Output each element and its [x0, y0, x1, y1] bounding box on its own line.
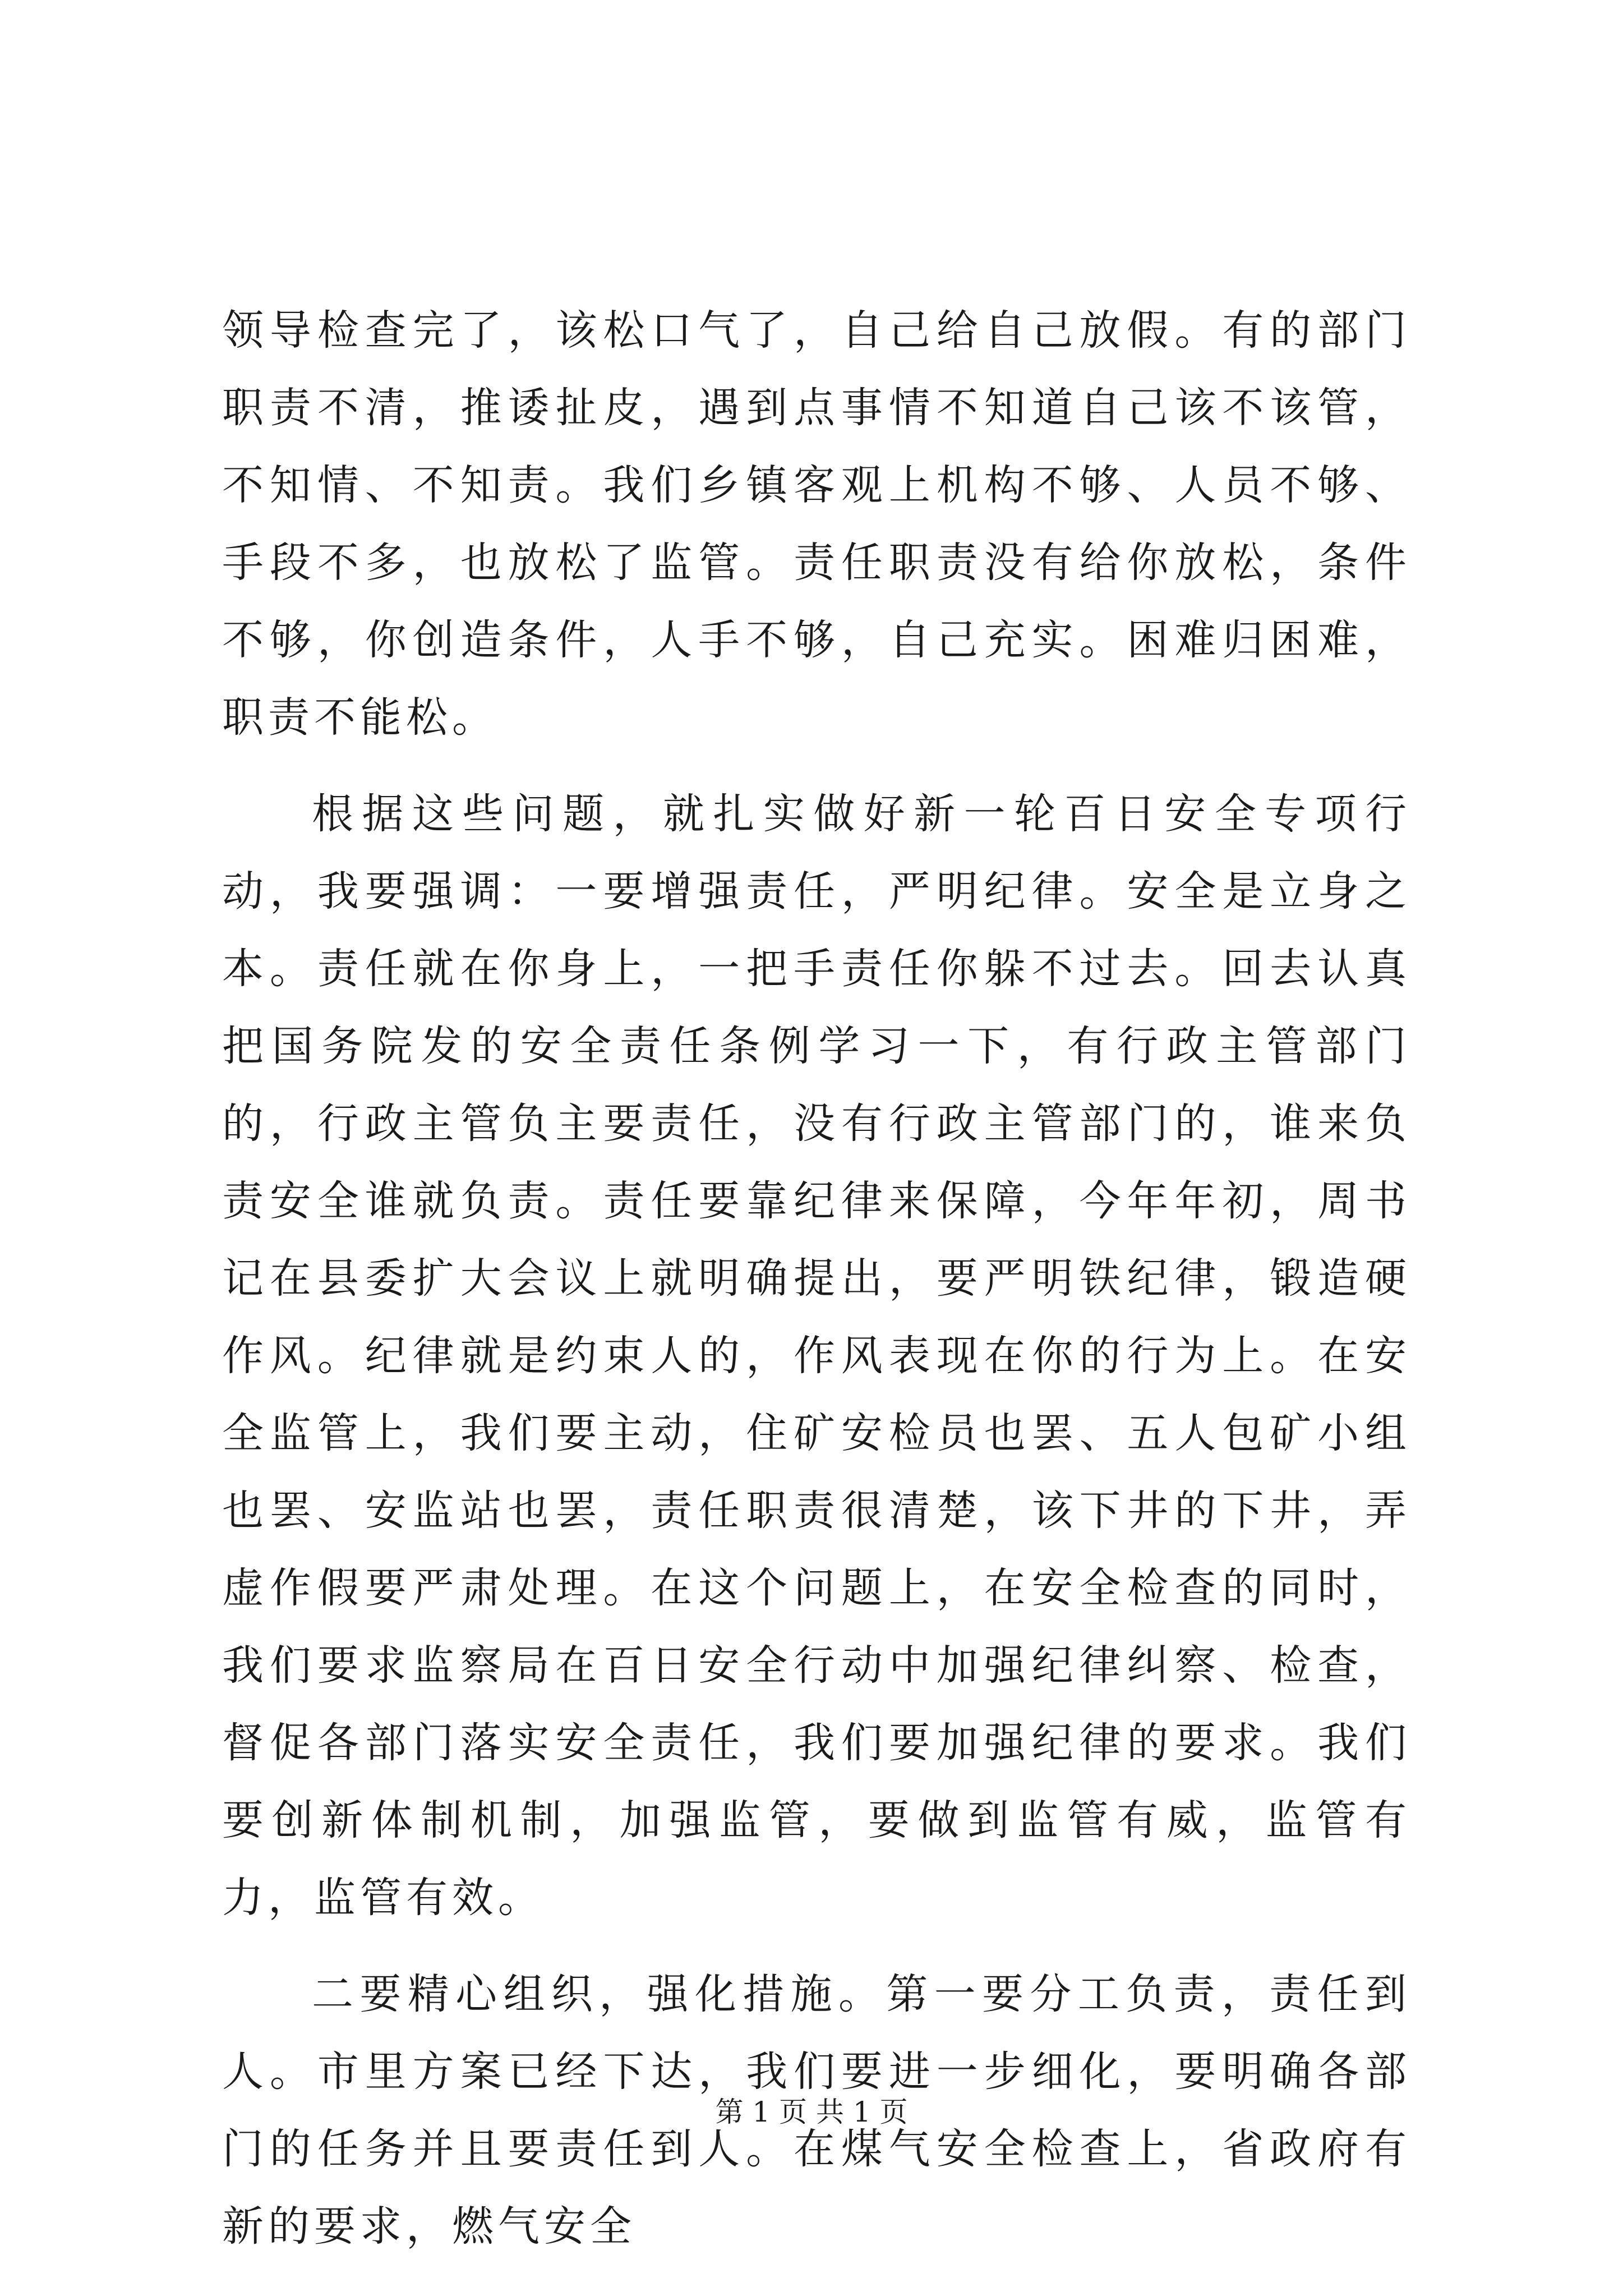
paragraph-2: 根据这些问题，就扎实做好新一轮百日安全专项行动，我要强调：一要增强责任，严明纪律。安全是立身之本。责任就在你身上，一把手责任你躲不过去。回去认真把国务院发的安全责任条例学习一下，有行政主管部门的，行政主管负主要责任，没有行政主管部门的，谁来负责安全谁就负责。责任要靠纪律来保障，今年年初，周书记在县委扩大会议上就明确提出，要严明铁纪律，锻造硬作风。纪律就是约束人的，作风表现在你的行为上。在安全监管上，我们要主动，住矿安检员也罢、五人包矿小组也罢、安监站也罢，责任职责很清楚，该下井的下井，弄虚作假要严肃处理。在这个问题上，在安全检查的同时，我们要求监察局在百日安全行动中加强纪律纠察、检查，督促各部门落实安全责任，我们要加强纪律的要求。我们要创新体制机制，加强监管，要做到监管有威，监管有力，监管有效。 — [222, 790, 1411, 1922]
page-footer: 第 1 页 共 1 页 — [715, 2096, 908, 2128]
paragraph-3: 二要精心组织，强化措施。第一要分工负责，责任到人。市里方案已经下达，我们要进一步细化，要明确各部门的任务并且要责任到人。在煤气安全检查上，省政府有新的要求，燃气安全 — [222, 1970, 1411, 2251]
document-body — [222, 292, 1411, 2284]
paragraph-1: 领导检查完了，该松口气了，自己给自己放假。有的部门职责不清，推诿扯皮，遇到点事情不知道自己该不该管，不知情、不知责。我们乡镇客观上机构不够、人员不够、手段不多，也放松了监管。责任职责没有给你放松，条件不够，你创造条件，人手不够，自己充实。困难归困难，职责不能松。 — [222, 306, 1411, 742]
